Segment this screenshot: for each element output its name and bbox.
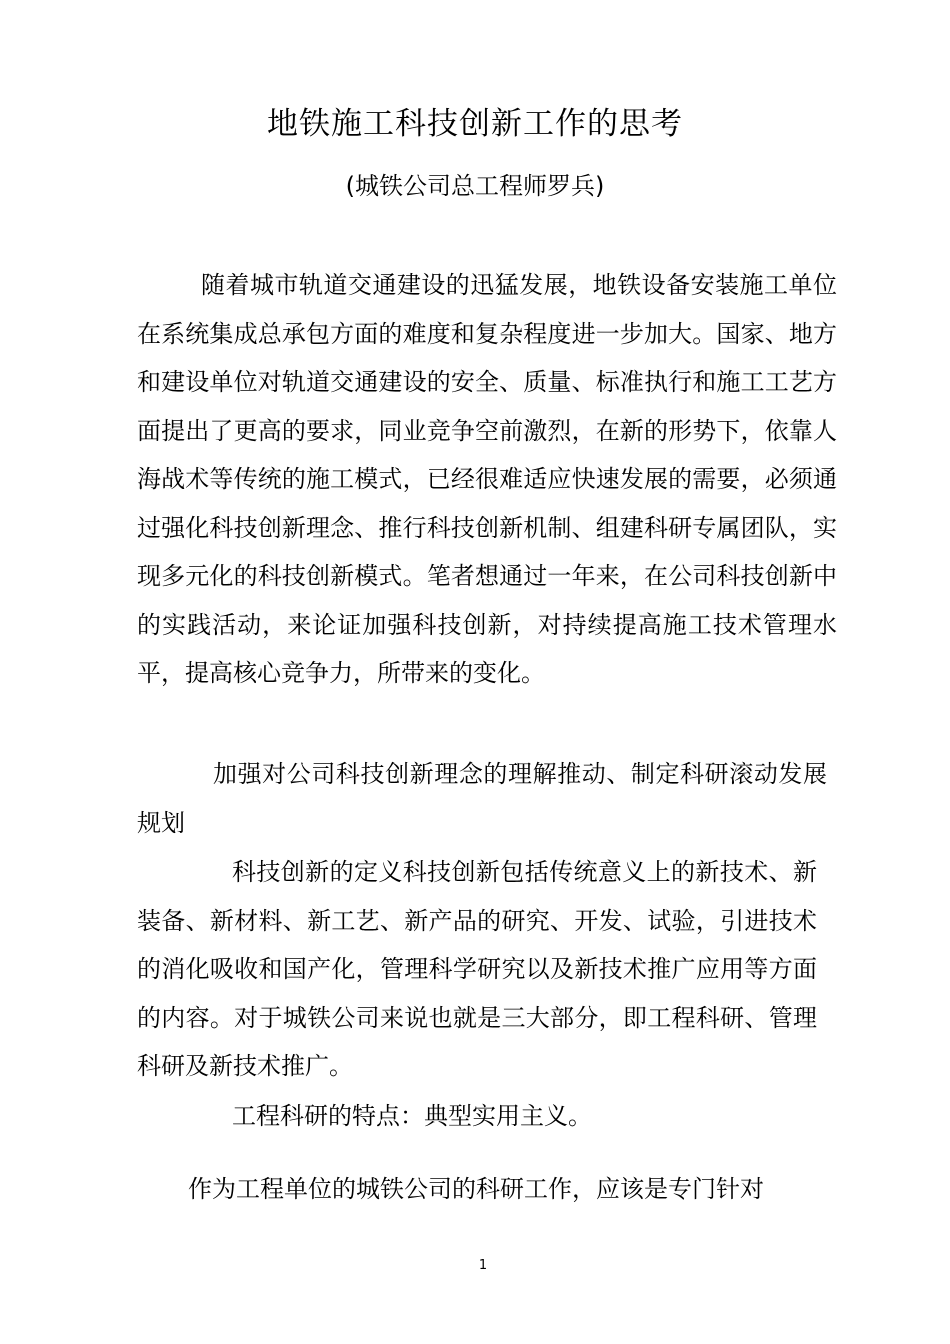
paragraph-section-heading: 加强对公司科技创新理念的理解推动、制定科研滚动发展规划 — [137, 760, 827, 837]
paragraph-continuation: 作为工程单位的城铁公司的科研工作，应该是专门针对 — [188, 1175, 764, 1203]
document-title: 地铁施工科技创新工作的思考 — [267, 106, 683, 142]
paragraph-definition: 科技创新的定义科技创新包括传统意义上的新技术、新装备、新材料、新工艺、新产品的研究、开发、试验，引进技术的消化吸收和国产化，管理科学研究以及新技术推广应用等方面的内容。对于城铁公司来说也就是三大部分，即工程科研、管理科研及新技术推广。 — [137, 858, 817, 1080]
page-number: 1 — [478, 1258, 488, 1273]
document-subtitle: (城铁公司总工程师罗兵) — [345, 172, 605, 200]
paragraph-engineering-research: 工程科研的特点：典型实用主义。 — [232, 1102, 592, 1130]
paragraph-introduction: 随着城市轨道交通建设的迅猛发展，地铁设备安装施工单位在系统集成总承包方面的难度和复杂程度进一步加大。国家、地方和建设单位对轨道交通建设的安全、质量、标准执行和施工工艺方面提出了更高的要求，同业竞争空前激烈，在新的形势下，依靠人海战术等传统的施工模式，已经很难适应快速发展的需要，必须通过强化科技创新理念、推行科技创新机制、组建科研专属团队，实现多元化的科技创新模式。笔者想通过一年来，在公司科技创新中的实践活动，来论证加强科技创新，对持续提高施工技术管理水平，提高核心竞争力，所带来的变化。 — [137, 271, 837, 687]
